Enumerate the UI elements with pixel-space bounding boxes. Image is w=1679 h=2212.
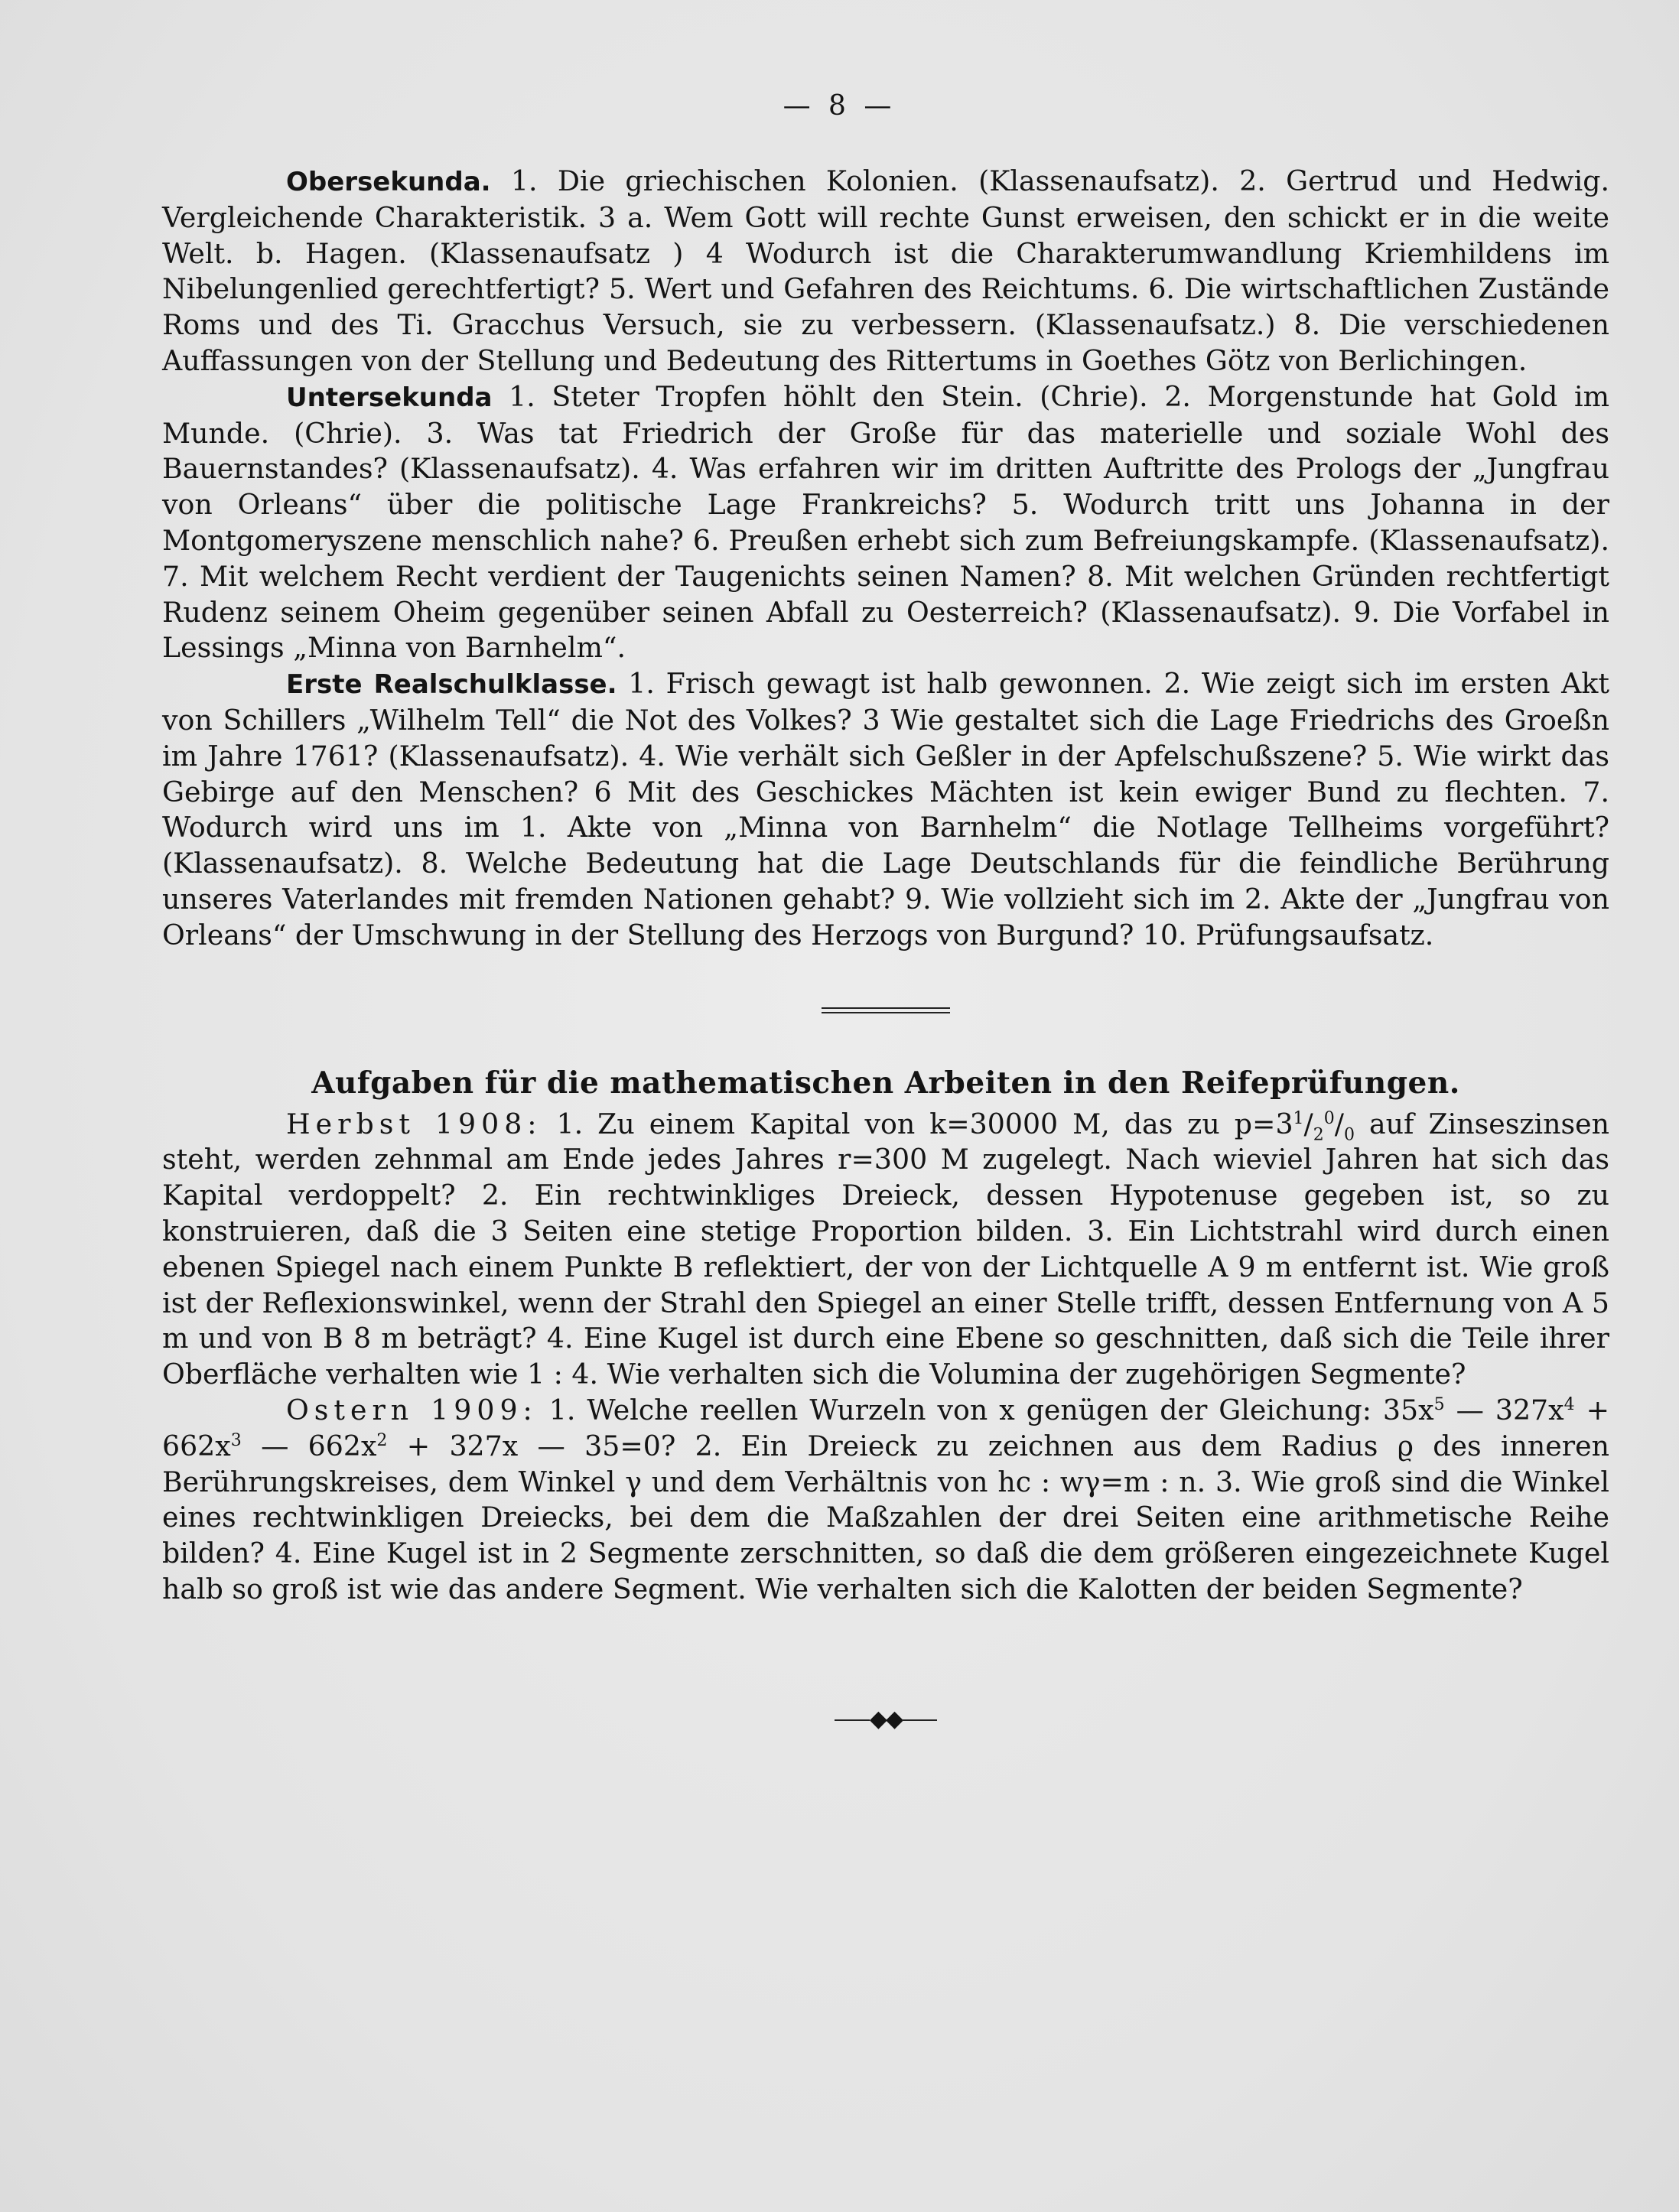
math-section-heading: Aufgaben für die mathematischen Arbeiten in den Reifeprüfungen. xyxy=(311,1065,1460,1101)
tasks-ostern-1909-part1: 1. Welche reellen Wurzeln von x genügen der Gleichung: 35x xyxy=(537,1393,1434,1426)
tasks-ostern-1909-part5: + 327x — 35=0? 2. Ein Dreieck zu zeichnen aus dem Radius ϱ des inneren Berührungskreises, dem Winkel γ und dem Verhältnis von hc : wγ=m : n. 3. Wie groß sind die Winkel eines rechtwinkligen Dreiecks, bei dem die Maßzahlen der drei Seiten eine arithmetische Reihe bilden? 4. Eine Kugel ist in 2 Segmente zerschnitten, so daß die dem größeren eingezeichnete Kugel halb so groß ist wie das andere Segment. Wie verhalten sich die Kalotten der beiden Segmente? xyxy=(162,1429,1609,1605)
tasks-ostern-1909-part4: — 662x xyxy=(241,1429,377,1462)
page-body xyxy=(162,164,1609,1732)
tasks-ostern-1909-part3: + 662x xyxy=(162,1393,1610,1462)
tasks-herbst-1908-part2: auf Zinseszinsen steht, werden zehnmal am Ende jedes Jahres r=300 M zugelegt. Nach wieviel Jahren hat sich das Kapital verdoppelt? 2. Ein rechtwinkliges Dreieck, dessen Hypotenuse gegeben ist, so zu konstruieren, daß die 3 Seiten eine stetige Proportion bilden. 3. Ein Lichtstrahl wird durch einen ebenen Spiegel nach einem Punkte B reflektiert, der von der Lichtquelle A 9 m entfernt ist. Wie groß ist der Reflexionswinkel, wenn der Strahl den Spiegel an einer Stelle trifft, dessen Entfernung von A 5 m und von B 8 m beträgt? 4. Eine Kugel ist durch eine Ebene so geschnitten, daß sich die Teile ihrer Oberfläche verhalten wie 1 : 4. Wie verhalten sich die Volumina der zugehörigen Segmente? xyxy=(162,1107,1609,1391)
divider-line-top xyxy=(822,1007,950,1009)
ornament-line-left xyxy=(835,1719,870,1721)
exam-label-herbst-1908: Herbst 1908: xyxy=(286,1107,542,1140)
section-divider xyxy=(822,1007,950,1013)
ornament-line-right xyxy=(902,1719,937,1721)
rate-fraction-numerator: 1 xyxy=(1293,1108,1304,1128)
end-ornament xyxy=(162,1706,1609,1732)
percent-sign-top: 0 xyxy=(1323,1108,1335,1128)
percent-sign-slash: / xyxy=(1334,1107,1345,1140)
exponent-4: 4 xyxy=(1563,1394,1575,1414)
ornament-diamonds: ◆◆ xyxy=(869,1705,903,1732)
exponent-3: 3 xyxy=(230,1430,242,1450)
paragraph-erste-realschulklasse xyxy=(162,666,1609,953)
tasks-ostern-1909-part2: — 327x xyxy=(1444,1393,1564,1426)
tasks-herbst-1908-part1: 1. Zu einem Kapital von k=30000 M, das zu p=3 xyxy=(542,1107,1293,1140)
exponent-2: 2 xyxy=(376,1430,388,1450)
topics-obersekunda: 1. Die griechischen Kolonien. (Klassenaufsatz). 2. Gertrud und Hedwig. Vergleichende Charakteristik. 3 a. Wem Gott will rechte Gunst erweisen, den schickt er in die weite Welt. b. Hagen. (Klassenaufsatz ) 4 Wodurch ist die Charakterumwandlung Kriemhildens im Nibelungenlied gerechtfertigt? 5. Wert und Gefahren des Reichtums. 6. Die wirtschaftlichen Zustände Roms und des Ti. Gracchus Versuch, sie zu verbessern. (Klassenaufsatz.) 8. Die verschiedenen Auffassungen von der Stellung und Bedeutung des Rittertums in Goethes Götz von Berlichingen. xyxy=(162,164,1609,377)
exponent-5: 5 xyxy=(1433,1394,1445,1414)
paragraph-ostern-1909 xyxy=(162,1393,1609,1608)
paragraph-untersekunda xyxy=(162,379,1609,666)
class-label-untersekunda: Untersekunda xyxy=(286,382,493,413)
class-label-erste-realschulklasse: Erste Realschulklasse. xyxy=(286,669,617,701)
page-number: — 8 — xyxy=(783,90,896,122)
exam-label-ostern-1909: Ostern 1909: xyxy=(286,1393,538,1426)
paragraph-herbst-1908 xyxy=(162,1107,1609,1393)
divider-line-bottom xyxy=(822,1012,950,1013)
topics-untersekunda: 1. Steter Tropfen höhlt den Stein. (Chrie). 2. Morgenstunde hat Gold im Munde. (Chrie). 3. Was tat Friedrich der Große für das materielle und soziale Wohl des Bauernstandes? (Klassenaufsatz). 4. Was erfahren wir im dritten Auftritte des Prologs der „Jungfrau von Orleans“ über die politische Lage Frankreichs? 5. Wodurch tritt uns Johanna in der Montgomeryszene menschlich nahe? 6. Preußen erhebt sich zum Befreiungskampfe. (Klassenaufsatz). 7. Mit welchem Recht verdient der Taugenichts seinen Namen? 8. Mit welchen Gründen rechtfertigt Rudenz seinem Oheim gegenüber seinen Abfall zu Oesterreich? (Klassenaufsatz). 9. Die Vorfabel in Lessings „Minna von Barnhelm“. xyxy=(162,379,1609,665)
percent-sign-bottom: 0 xyxy=(1344,1124,1355,1144)
rate-fraction-denominator: 2 xyxy=(1313,1124,1324,1144)
rate-fraction-slash: / xyxy=(1303,1107,1313,1140)
paragraph-obersekunda xyxy=(162,164,1609,379)
topics-erste-realschulklasse: 1. Frisch gewagt ist halb gewonnen. 2. Wie zeigt sich im ersten Akt von Schillers „Wilhelm Tell“ die Not des Volkes? 3 Wie gestaltet sich die Lage Friedrichs des Groeßn im Jahre 1761? (Klassenaufsatz). 4. Wie verhält sich Geßler in der Apfelschußszene? 5. Wie wirkt das Gebirge auf den Menschen? 6 Mit des Geschickes Mächten ist kein ewiger Bund zu flechten. 7. Wodurch wird uns im 1. Akte von „Minna von Barnhelm“ die Notlage Tellheims vorgeführt? (Klassenaufsatz). 8. Welche Bedeutung hat die Lage Deutschlands für die feindliche Berührung unseres Vaterlandes mit fremden Nationen gehabt? 9. Wie vollzieht sich im 2. Akte der „Jungfrau von Orleans“ der Umschwung in der Stellung des Herzogs von Burgund? 10. Prüfungsaufsatz. xyxy=(162,667,1609,951)
class-label-obersekunda: Obersekunda. xyxy=(286,167,491,197)
